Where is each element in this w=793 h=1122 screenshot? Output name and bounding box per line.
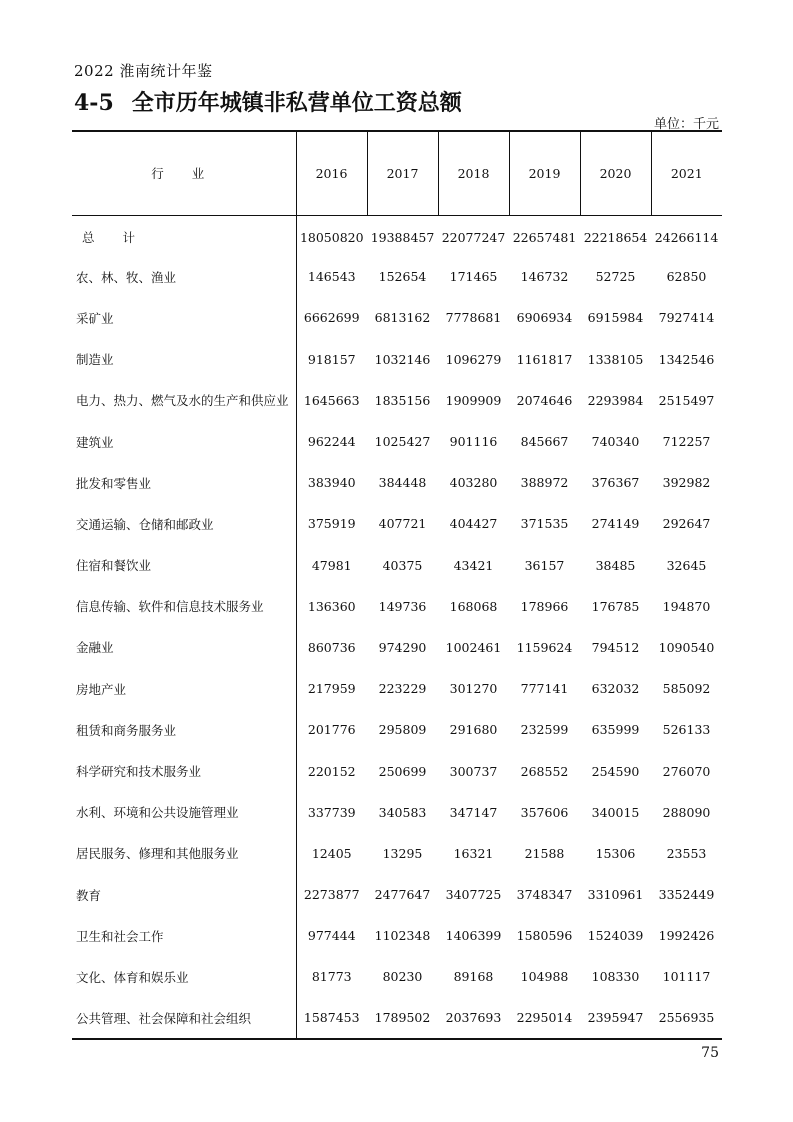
table-row	[72, 586, 722, 627]
value-cell: 268552	[520, 763, 569, 779]
value-cell: 104988	[520, 969, 569, 985]
value-cell: 146732	[520, 269, 569, 285]
value-cell: 291680	[449, 722, 498, 738]
industry-cell: 总 计	[72, 215, 296, 256]
value-cell: 6906934	[516, 310, 573, 326]
page-number: 75	[701, 1045, 719, 1061]
value-cell: 371535	[520, 516, 569, 532]
value-cell: 22218654	[583, 229, 648, 245]
industry-cell: 农、林、牧、渔业	[72, 256, 296, 297]
year-column-header: 2020	[580, 131, 651, 215]
value-cell: 635999	[591, 722, 640, 738]
value-cell: 89168	[453, 969, 494, 985]
value-cell: 1161817	[516, 351, 573, 367]
value-cell: 2515497	[658, 392, 715, 408]
table-row	[72, 998, 722, 1039]
value-cell: 36157	[524, 557, 565, 573]
industry-cell: 教育	[72, 874, 296, 915]
value-cell: 1090540	[658, 639, 715, 655]
value-cell: 1159624	[516, 639, 573, 655]
value-cell: 384448	[378, 475, 427, 491]
value-cell: 22077247	[441, 229, 506, 245]
value-cell: 1835156	[374, 392, 431, 408]
value-cell: 1992426	[658, 928, 715, 944]
industry-cell: 建筑业	[72, 421, 296, 462]
value-cell: 6813162	[374, 310, 431, 326]
value-cell: 337739	[307, 804, 356, 820]
value-cell: 794512	[591, 639, 640, 655]
value-cell: 392982	[662, 475, 711, 491]
value-cell: 300737	[449, 763, 498, 779]
value-cell: 340583	[378, 804, 427, 820]
value-cell: 712257	[662, 434, 711, 450]
value-cell: 777141	[520, 681, 569, 697]
table-row	[72, 874, 722, 915]
value-cell: 52725	[595, 269, 636, 285]
value-cell: 101117	[662, 969, 711, 985]
value-cell: 32645	[666, 557, 707, 573]
value-cell: 845667	[520, 434, 569, 450]
value-cell: 1524039	[587, 928, 644, 944]
value-cell: 383940	[307, 475, 356, 491]
value-cell: 13295	[382, 845, 423, 861]
value-cell: 7927414	[658, 310, 715, 326]
year-column-header: 2018	[438, 131, 509, 215]
value-cell: 7778681	[445, 310, 502, 326]
value-cell: 254590	[591, 763, 640, 779]
value-cell: 220152	[307, 763, 356, 779]
value-cell: 2074646	[516, 392, 573, 408]
table-row	[72, 792, 722, 833]
value-cell: 2477647	[374, 887, 431, 903]
value-cell: 19388457	[370, 229, 435, 245]
value-cell: 918157	[307, 351, 356, 367]
industry-cell: 水利、环境和公共设施管理业	[72, 792, 296, 833]
value-cell: 178966	[520, 598, 569, 614]
value-cell: 2273877	[303, 887, 360, 903]
value-cell: 526133	[662, 722, 711, 738]
industry-cell: 采矿业	[72, 297, 296, 338]
industry-cell: 批发和零售业	[72, 462, 296, 503]
table-row	[72, 256, 722, 297]
industry-cell: 文化、体育和娱乐业	[72, 956, 296, 997]
table-row	[72, 668, 722, 709]
industry-cell: 电力、热力、燃气及水的生产和供应业	[72, 380, 296, 421]
industry-cell: 交通运输、仓储和邮政业	[72, 503, 296, 544]
value-cell: 40375	[382, 557, 423, 573]
table-row	[72, 956, 722, 997]
value-cell: 901116	[449, 434, 498, 450]
table-row	[72, 915, 722, 956]
value-cell: 740340	[591, 434, 640, 450]
value-cell: 3352449	[658, 887, 715, 903]
year-column-header: 2016	[296, 131, 367, 215]
year-column-header: 2017	[367, 131, 438, 215]
value-cell: 1789502	[367, 998, 438, 1039]
value-cell: 201776	[307, 722, 356, 738]
industry-cell: 房地产业	[72, 668, 296, 709]
value-cell: 217959	[307, 681, 356, 697]
value-cell: 176785	[591, 598, 640, 614]
industry-column-header: 行 业	[72, 131, 296, 215]
table-row	[72, 833, 722, 874]
table-row	[72, 750, 722, 791]
value-cell: 301270	[449, 681, 498, 697]
value-cell: 1338105	[587, 351, 644, 367]
value-cell: 136360	[307, 598, 356, 614]
value-cell: 403280	[449, 475, 498, 491]
value-cell: 375919	[307, 516, 356, 532]
value-cell: 340015	[591, 804, 640, 820]
year-column-header: 2019	[509, 131, 580, 215]
table-body	[72, 215, 722, 1039]
value-cell: 108330	[591, 969, 640, 985]
value-cell: 38485	[595, 557, 636, 573]
table-row	[72, 339, 722, 380]
value-cell: 1102348	[374, 928, 431, 944]
wage-table	[72, 130, 722, 1040]
industry-cell: 公共管理、社会保障和社会组织	[72, 998, 296, 1039]
value-cell: 250699	[378, 763, 427, 779]
value-cell: 292647	[662, 516, 711, 532]
value-cell: 12405	[311, 845, 352, 861]
industry-cell: 卫生和社会工作	[72, 915, 296, 956]
value-cell: 80230	[382, 969, 423, 985]
value-cell: 2293984	[587, 392, 644, 408]
value-cell: 168068	[449, 598, 498, 614]
table-row	[72, 462, 722, 503]
value-cell: 3407725	[445, 887, 502, 903]
value-cell: 3748347	[516, 887, 573, 903]
value-cell: 21588	[524, 845, 565, 861]
value-cell: 24266114	[654, 229, 719, 245]
value-cell: 357606	[520, 804, 569, 820]
value-cell: 2295014	[509, 998, 580, 1039]
table-row	[72, 503, 722, 544]
value-cell: 407721	[378, 516, 427, 532]
industry-cell: 住宿和餐饮业	[72, 545, 296, 586]
industry-cell: 信息传输、软件和信息技术服务业	[72, 586, 296, 627]
industry-cell: 制造业	[72, 339, 296, 380]
value-cell: 81773	[311, 969, 352, 985]
value-cell: 632032	[591, 681, 640, 697]
table-row	[72, 627, 722, 668]
value-cell: 1587453	[296, 998, 367, 1039]
value-cell: 16321	[453, 845, 494, 861]
value-cell: 3310961	[587, 887, 644, 903]
value-cell: 149736	[378, 598, 427, 614]
total-row	[72, 215, 722, 256]
value-cell: 2037693	[438, 998, 509, 1039]
book-title: 2022 淮南统计年鉴	[74, 62, 213, 80]
value-cell: 274149	[591, 516, 640, 532]
value-cell: 404427	[449, 516, 498, 532]
wage-table-container	[72, 130, 721, 1040]
value-cell: 146543	[307, 269, 356, 285]
value-cell: 295809	[378, 722, 427, 738]
value-cell: 152654	[378, 269, 427, 285]
industry-cell: 居民服务、修理和其他服务业	[72, 833, 296, 874]
value-cell: 232599	[520, 722, 569, 738]
table-row	[72, 297, 722, 338]
value-cell: 47981	[311, 557, 352, 573]
value-cell: 22657481	[512, 229, 577, 245]
value-cell: 194870	[662, 598, 711, 614]
value-cell: 1909909	[445, 392, 502, 408]
industry-cell: 租赁和商务服务业	[72, 709, 296, 750]
value-cell: 1002461	[445, 639, 502, 655]
value-cell: 1645663	[303, 392, 360, 408]
table-number: 4-5	[74, 90, 114, 116]
value-cell: 347147	[449, 804, 498, 820]
value-cell: 585092	[662, 681, 711, 697]
value-cell: 962244	[307, 434, 356, 450]
value-cell: 2395947	[580, 998, 651, 1039]
value-cell: 2556935	[651, 998, 722, 1039]
table-row	[72, 709, 722, 750]
value-cell: 1342546	[658, 351, 715, 367]
unit-label: 单位：千元	[653, 117, 719, 132]
value-cell: 1096279	[445, 351, 502, 367]
value-cell: 1580596	[516, 928, 573, 944]
table-title	[74, 86, 462, 117]
value-cell: 6662699	[303, 310, 360, 326]
table-row	[72, 545, 722, 586]
value-cell: 23553	[666, 845, 707, 861]
value-cell: 223229	[378, 681, 427, 697]
value-cell: 1032146	[374, 351, 431, 367]
table-row	[72, 380, 722, 421]
value-cell: 171465	[449, 269, 498, 285]
table-title-text: 全市历年城镇非私营单位工资总额	[131, 90, 462, 116]
value-cell: 977444	[307, 928, 356, 944]
value-cell: 15306	[595, 845, 636, 861]
value-cell: 1406399	[445, 928, 502, 944]
value-cell: 6915984	[587, 310, 644, 326]
industry-cell: 金融业	[72, 627, 296, 668]
value-cell: 974290	[378, 639, 427, 655]
value-cell: 18050820	[299, 229, 364, 245]
value-cell: 276070	[662, 763, 711, 779]
year-column-header: 2021	[651, 131, 722, 215]
industry-cell: 科学研究和技术服务业	[72, 750, 296, 791]
value-cell: 62850	[666, 269, 707, 285]
value-cell: 388972	[520, 475, 569, 491]
value-cell: 43421	[453, 557, 494, 573]
table-header-row	[72, 131, 722, 215]
value-cell: 376367	[591, 475, 640, 491]
value-cell: 1025427	[374, 434, 431, 450]
value-cell: 860736	[307, 639, 356, 655]
value-cell: 288090	[662, 804, 711, 820]
table-row	[72, 421, 722, 462]
